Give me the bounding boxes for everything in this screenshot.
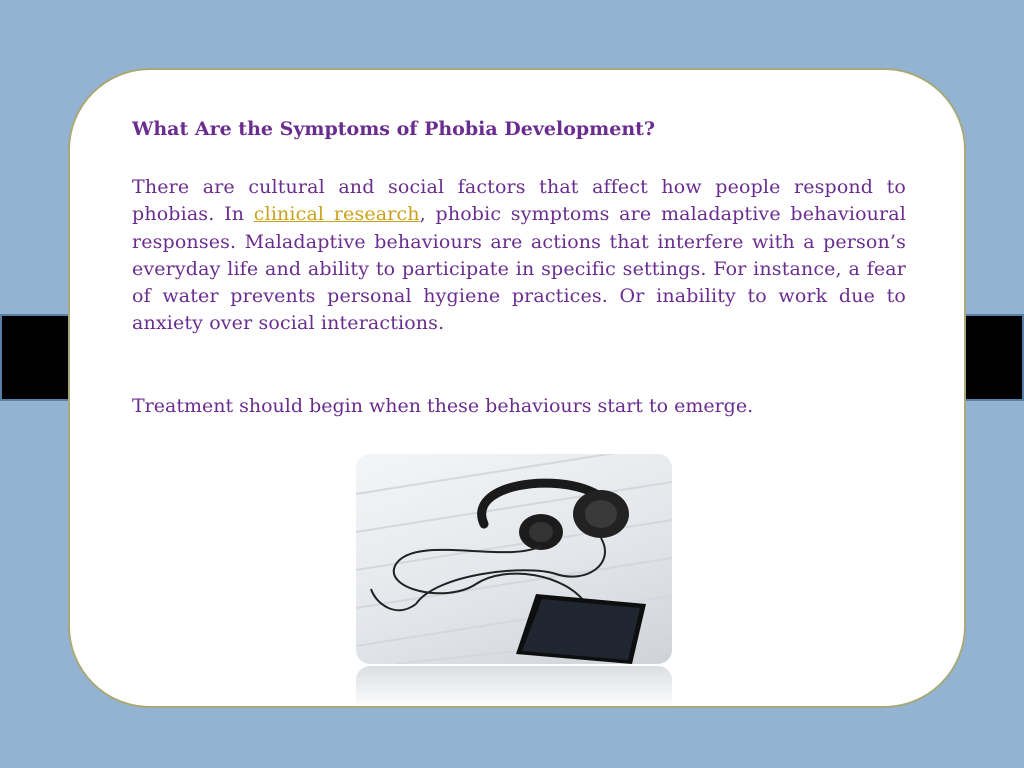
content-card xyxy=(68,68,966,708)
body-text-start: There are cultural and social factors that affect how people respond to phobias. In xyxy=(132,176,906,226)
clinical-research-link[interactable]: clinical research xyxy=(253,203,420,226)
body-text-end: , phobic symptoms are maladaptive behavioural responses. Maladaptive behaviours are actions that interfere with a person’s everyday life and ability to participate in specific settings. For instance, a fear of water prevents personal hygiene practices. Or inability to work due to anxiety over social interactions. xyxy=(132,203,906,335)
photo-reflection xyxy=(356,666,672,710)
closing-sentence: Treatment should begin when these behaviours start to emerge. xyxy=(132,395,754,417)
body-paragraph xyxy=(132,174,906,338)
headphones-photo xyxy=(356,454,672,664)
slide-title: What Are the Symptoms of Phobia Development? xyxy=(132,118,656,140)
headphones-photo-illustration xyxy=(356,454,672,664)
